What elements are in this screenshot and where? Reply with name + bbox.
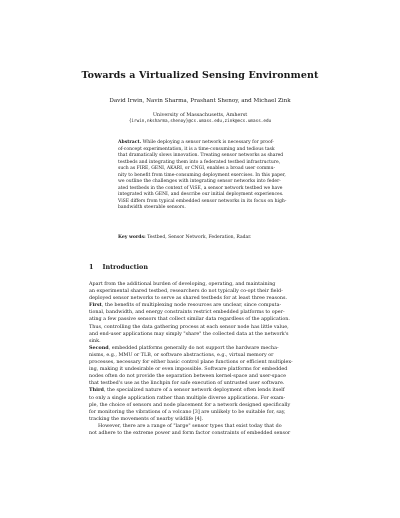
abstract-line: such as FIRE, GENI, AKARI, or CNGI, enables a broad user commu- [118, 166, 276, 172]
abstract-line [118, 140, 294, 147]
body-line [89, 302, 315, 309]
section-title: Introduction [102, 263, 148, 271]
body-line: to only a single application rather than multiple diverse applications. For exam- [89, 394, 286, 401]
body-line: an experimental shared testbed, researchers do not typically co-opt their field- [89, 288, 283, 295]
affiliation: University of Massachusetts, Amherst [152, 112, 248, 118]
abstract-line: that dramatically slows innovation. Treating sensor networks as shared [118, 153, 284, 159]
third-label: Third [89, 387, 104, 394]
body-line-rest: , embedded platforms generally do not support the hardware mecha- [108, 344, 279, 351]
body-line: and end-user applications may simply "share" the collected data at the network's [89, 330, 289, 337]
body-line: nisms, e.g., MMU or TLB, or software abstractions, e.g., virtual memory or [89, 351, 274, 358]
body-line: tracking the movements of nearby wildlife [4]. [89, 415, 204, 422]
section-heading [89, 263, 148, 271]
abstract-line: testbeds and integrating them into a federated testbed infrastructure, [118, 159, 281, 165]
body-line: tional, bandwidth, and energy constraints restrict embedded platforms to oper- [89, 309, 285, 316]
body-line: not adhere to the extreme power and form factor constraints of embedded sensor [89, 429, 291, 436]
body-line: ating a few passive sensors that collect similar data regardless of the application. [89, 316, 290, 323]
body-line: ing, making it undesirable or even impossible. Software platforms for embedded [89, 366, 288, 373]
paper-title: Towards a Virtualized Sensing Environment [81, 70, 319, 81]
body-line: processes, necessary for either basic control plane functions or efficient multiplex- [89, 359, 293, 366]
abstract-line: integrated with GENI, and describe our initial deployment experiences. [118, 192, 284, 198]
body-line: that testbed's use as the linchpin for safe execution of untrusted user software. [89, 380, 285, 387]
keywords [118, 235, 318, 240]
section-number: 1 [89, 263, 94, 271]
body-line-rest: , the benefits of multiplexing node resources are unclear, since computa- [101, 302, 282, 309]
abstract-line: of-concept experimentation, it is a time-consuming and tedious task [118, 146, 275, 152]
abstract-line: we outline the challenges with integrating sensor networks into feder- [118, 179, 281, 185]
body-line [89, 387, 315, 394]
body-line: deployed sensor networks to serve as shared testbeds for at least three reasons. [89, 295, 288, 302]
first-label: First [89, 302, 102, 309]
abstract-label: Abstract. [118, 140, 142, 145]
body-text [89, 281, 315, 437]
body-line: for monitoring the vibrations of a volcano [3] are unlikely to be suitable for, say, [89, 408, 286, 415]
body-line: Thus, controlling the data gathering process at each sensor node has little value, [89, 323, 289, 330]
body-line [89, 345, 315, 352]
abstract [118, 140, 294, 212]
body-line: sink. [89, 337, 101, 344]
abstract-line: ViSE differs from typical embedded sensor networks in its focus on high- [118, 198, 287, 204]
abstract-line: bandwidth steerable sensors. [118, 205, 186, 211]
author-list: David Irwin, Navin Sharma, Prashant Shenoy, and Michael Zink [109, 98, 291, 104]
body-line: ple, the choice of sensors and node placement for a network designed specifically [89, 401, 291, 408]
abstract-text: While deploying a sensor network is necessary for proof- [142, 140, 274, 145]
author-emails: {irwin,nksharma,shenoy}@cs.umass.edu,zink@ecs.umass.edu [128, 119, 272, 124]
abstract-line: nity to benefit from time-consuming deployment exercises. In this paper, [118, 172, 286, 178]
body-line-rest: , the specialized nature of a sensor network deployment often lends itself [103, 387, 285, 394]
keywords-text: Testbed, Sensor Network, Federation, Radar. [147, 235, 252, 240]
second-label: Second [89, 344, 109, 351]
body-line: nodes often do not provide the separation between kernel-space and user-space [89, 373, 286, 380]
abstract-line: ated testbeds in the context of ViSE, a sensor network testbed we have [118, 185, 283, 191]
keywords-label: Key words: [118, 235, 146, 240]
body-line: Apart from the additional burden of developing, operating, and maintaining [89, 281, 276, 287]
body-line: However, there are a range of "large" sensor types that exist today that do [98, 422, 282, 429]
